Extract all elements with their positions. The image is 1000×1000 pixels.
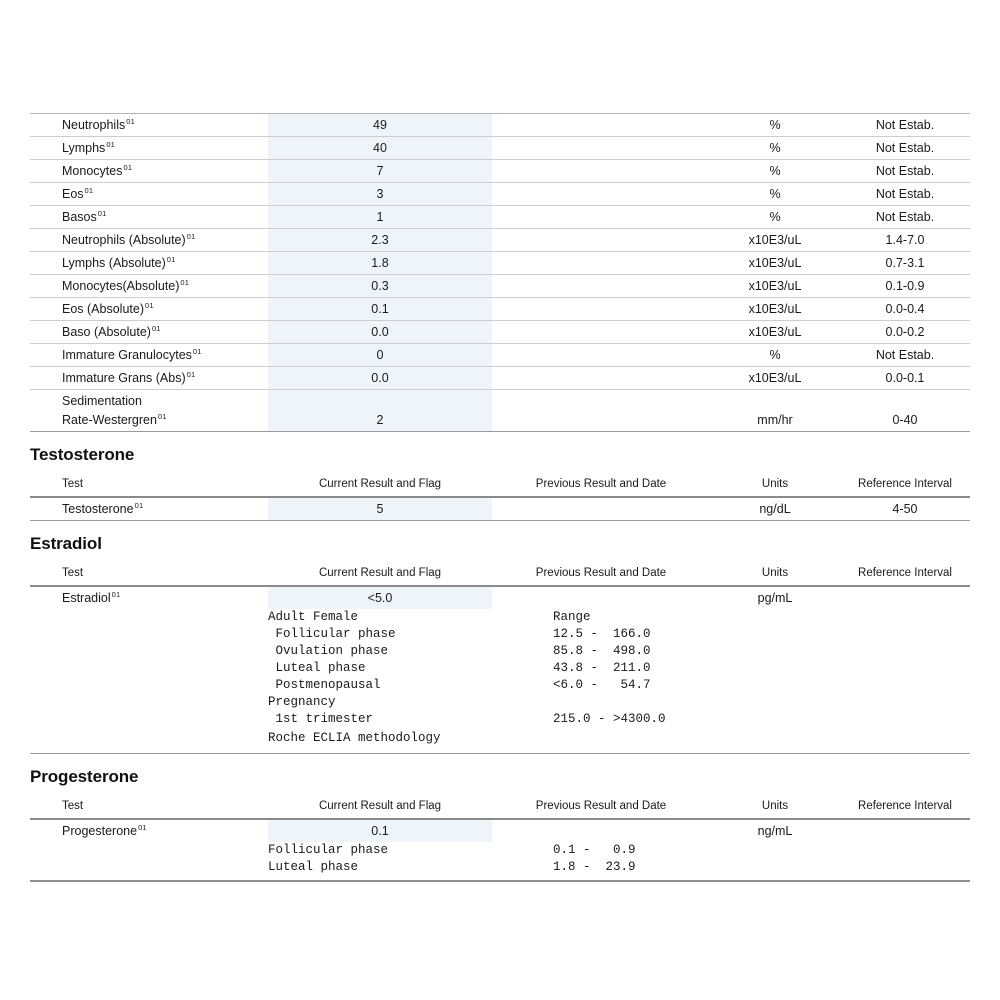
row-test-name	[30, 137, 268, 160]
range-line	[30, 842, 970, 859]
table-row	[30, 114, 970, 137]
row-current-result: 2	[268, 390, 492, 432]
test-label: Eos (Absolute)	[62, 302, 144, 317]
footnote-marker: 01	[186, 370, 196, 380]
table-header-row	[30, 563, 970, 586]
row-units: x10E3/uL	[710, 275, 840, 298]
range-line	[30, 660, 970, 677]
row-reference-interval: Not Estab.	[840, 344, 970, 367]
range-value: 0.1 - 0.9	[553, 843, 636, 857]
estradiol-results-table	[30, 563, 970, 609]
row-previous-result	[492, 183, 710, 206]
row-previous-result	[492, 344, 710, 367]
row-previous-result	[492, 390, 710, 432]
row-reference-interval: Not Estab.	[840, 206, 970, 229]
row-reference-interval: 0.0-0.1	[840, 367, 970, 390]
range-value: 215.0 - >4300.0	[553, 712, 666, 726]
footnote-marker: 01	[111, 590, 121, 600]
row-previous-result	[492, 367, 710, 390]
row-current-result: 0.0	[268, 367, 492, 390]
test-label: Neutrophils	[62, 118, 126, 133]
row-test-name	[30, 183, 268, 206]
row-test-name	[30, 321, 268, 344]
progesterone-results-table	[30, 796, 970, 842]
table-header-row	[30, 796, 970, 819]
row-test-name	[30, 206, 268, 229]
test-label: Monocytes	[62, 164, 123, 179]
footnote-marker: 01	[151, 324, 161, 334]
footnote-marker: 01	[84, 186, 94, 196]
row-previous-result	[492, 275, 710, 298]
test-label: Eos	[62, 187, 84, 202]
row-reference-interval: 0.0-0.2	[840, 321, 970, 344]
row-units: x10E3/uL	[710, 252, 840, 275]
range-line	[30, 677, 970, 694]
table-row	[30, 390, 970, 432]
test-label: Lymphs	[62, 141, 106, 156]
section-title-testosterone: Testosterone	[30, 445, 135, 464]
test-label: Baso (Absolute)	[62, 325, 151, 340]
test-label: Immature Granulocytes	[62, 348, 192, 363]
column-header-units: Units	[710, 563, 840, 586]
row-previous-result	[492, 229, 710, 252]
range-line	[30, 694, 970, 711]
footnote-marker: 01	[180, 278, 190, 288]
row-units: %	[710, 137, 840, 160]
row-test-name	[30, 497, 268, 520]
row-test-name	[30, 114, 268, 137]
column-header-current: Current Result and Flag	[268, 474, 492, 497]
row-current-result: 1	[268, 206, 492, 229]
row-previous-result	[492, 114, 710, 137]
row-units: %	[710, 344, 840, 367]
row-current-result: 0	[268, 344, 492, 367]
table-row	[30, 229, 970, 252]
section-title-progesterone: Progesterone	[30, 767, 139, 786]
row-reference-interval: Not Estab.	[840, 160, 970, 183]
range-label: Luteal phase	[268, 860, 359, 874]
column-header-current: Current Result and Flag	[268, 563, 492, 586]
row-units: mm/hr	[710, 390, 840, 432]
range-label: Follicular phase	[268, 627, 396, 641]
footnote-marker: 01	[157, 411, 167, 421]
test-label: Neutrophils (Absolute)	[62, 233, 186, 248]
estradiol-methodology-note: Roche ECLIA methodology	[268, 731, 441, 745]
range-value: 12.5 - 166.0	[553, 627, 651, 641]
row-test-name	[30, 229, 268, 252]
row-units: ng/mL	[710, 819, 840, 842]
row-current-result: 0.0	[268, 321, 492, 344]
range-value: 85.8 - 498.0	[553, 644, 651, 658]
column-header-test: Test	[30, 563, 268, 586]
table-row	[30, 252, 970, 275]
testosterone-results-table	[30, 474, 970, 520]
range-line	[30, 643, 970, 660]
row-test-name	[30, 160, 268, 183]
table-row	[30, 298, 970, 321]
table-row	[30, 367, 970, 390]
table-row	[30, 206, 970, 229]
table-row	[30, 321, 970, 344]
range-line	[30, 859, 970, 876]
row-units: %	[710, 160, 840, 183]
range-line	[30, 609, 970, 626]
row-test-name	[30, 298, 268, 321]
test-label: Immature Grans (Abs)	[62, 371, 186, 386]
test-label-line-1: Sedimentation	[62, 393, 142, 408]
range-value: Range	[553, 610, 591, 624]
table-row	[30, 137, 970, 160]
row-reference-interval: Not Estab.	[840, 114, 970, 137]
table-row	[30, 183, 970, 206]
row-reference-interval	[840, 586, 970, 609]
table-row	[30, 344, 970, 367]
range-value: 43.8 - 211.0	[553, 661, 651, 675]
row-current-result: 2.3	[268, 229, 492, 252]
column-header-reference: Reference Interval	[840, 474, 970, 497]
test-label: Estradiol	[62, 591, 111, 606]
row-current-result: 0.3	[268, 275, 492, 298]
row-test-name	[30, 819, 268, 842]
range-label: Pregnancy	[268, 695, 336, 709]
row-previous-result	[492, 497, 710, 520]
row-previous-result	[492, 137, 710, 160]
row-units: %	[710, 183, 840, 206]
column-header-test: Test	[30, 474, 268, 497]
estradiol-reference-range-block	[30, 609, 970, 728]
test-label: Lymphs (Absolute)	[62, 256, 166, 271]
row-reference-interval: 4-50	[840, 497, 970, 520]
table-row	[30, 160, 970, 183]
footnote-marker: 01	[134, 501, 144, 511]
row-reference-interval: 0.0-0.4	[840, 298, 970, 321]
range-value: <6.0 - 54.7	[553, 678, 651, 692]
row-test-name	[30, 275, 268, 298]
row-test-name	[30, 344, 268, 367]
column-header-previous: Previous Result and Date	[492, 563, 710, 586]
footnote-marker: 01	[97, 209, 107, 219]
column-header-previous: Previous Result and Date	[492, 796, 710, 819]
table-row	[30, 586, 970, 609]
test-label: Monocytes(Absolute)	[62, 279, 180, 294]
footnote-marker: 01	[126, 117, 135, 127]
row-units: x10E3/uL	[710, 298, 840, 321]
row-test-name	[30, 252, 268, 275]
row-previous-result	[492, 321, 710, 344]
row-current-result: 3	[268, 183, 492, 206]
row-test-name	[30, 390, 268, 432]
range-label: Follicular phase	[268, 843, 389, 857]
row-current-result: 1.8	[268, 252, 492, 275]
section-title-estradiol: Estradiol	[30, 534, 102, 553]
test-label-line-2: Rate-Westergren$^{01}$	[62, 411, 167, 428]
row-reference-interval: 0.1-0.9	[840, 275, 970, 298]
row-reference-interval: Not Estab.	[840, 137, 970, 160]
range-value: 1.8 - 23.9	[553, 860, 636, 874]
table-row	[30, 819, 970, 842]
row-previous-result	[492, 252, 710, 275]
table-header-row	[30, 474, 970, 497]
row-current-result: 0.1	[268, 298, 492, 321]
test-label: Basos	[62, 210, 97, 225]
row-units: ng/dL	[710, 497, 840, 520]
range-label: Ovulation phase	[268, 644, 389, 658]
row-units: pg/mL	[710, 586, 840, 609]
footnote-marker: 01	[144, 301, 154, 311]
row-previous-result	[492, 298, 710, 321]
test-label: Testosterone	[62, 502, 134, 517]
column-header-reference: Reference Interval	[840, 563, 970, 586]
footnote-marker: 01	[192, 347, 202, 357]
row-current-result: 7	[268, 160, 492, 183]
row-test-name	[30, 367, 268, 390]
range-line	[30, 711, 970, 728]
range-label: Adult Female	[268, 610, 359, 624]
row-current-result: <5.0	[268, 586, 492, 609]
test-label: Progesterone	[62, 824, 138, 839]
row-current-result: 5	[268, 497, 492, 520]
column-header-units: Units	[710, 474, 840, 497]
range-label: Postmenopausal	[268, 678, 381, 692]
row-test-name	[30, 586, 268, 609]
row-current-result: 49	[268, 114, 492, 137]
column-header-reference: Reference Interval	[840, 796, 970, 819]
footnote-marker: 01	[123, 163, 133, 173]
row-units: x10E3/uL	[710, 321, 840, 344]
range-label: 1st trimester	[268, 712, 374, 726]
row-reference-interval: 1.4-7.0	[840, 229, 970, 252]
row-current-result: 40	[268, 137, 492, 160]
table-row	[30, 275, 970, 298]
range-line	[30, 626, 970, 643]
row-previous-result	[492, 206, 710, 229]
row-units: x10E3/uL	[710, 367, 840, 390]
table-row	[30, 497, 970, 520]
row-units: %	[710, 206, 840, 229]
footnote-marker: 01	[186, 232, 196, 242]
row-reference-interval: 0.7-3.1	[840, 252, 970, 275]
column-header-units: Units	[710, 796, 840, 819]
column-header-previous: Previous Result and Date	[492, 474, 710, 497]
footnote-marker: 01	[138, 823, 147, 833]
progesterone-reference-range-block	[30, 842, 970, 880]
row-units: %	[710, 114, 840, 137]
row-previous-result	[492, 586, 710, 609]
column-header-current: Current Result and Flag	[268, 796, 492, 819]
footnote-marker: 01	[166, 255, 176, 265]
progesterone-table-bottom-rule	[30, 880, 970, 882]
column-header-test: Test	[30, 796, 268, 819]
row-units: x10E3/uL	[710, 229, 840, 252]
range-label: Luteal phase	[268, 661, 366, 675]
row-current-result: 0.1	[268, 819, 492, 842]
footnote-marker: 01	[106, 140, 116, 150]
row-reference-interval	[840, 819, 970, 842]
row-previous-result	[492, 160, 710, 183]
row-reference-interval: Not Estab.	[840, 183, 970, 206]
row-previous-result	[492, 819, 710, 842]
row-reference-interval: 0-40	[840, 390, 970, 432]
cbc-results-table	[30, 113, 970, 431]
